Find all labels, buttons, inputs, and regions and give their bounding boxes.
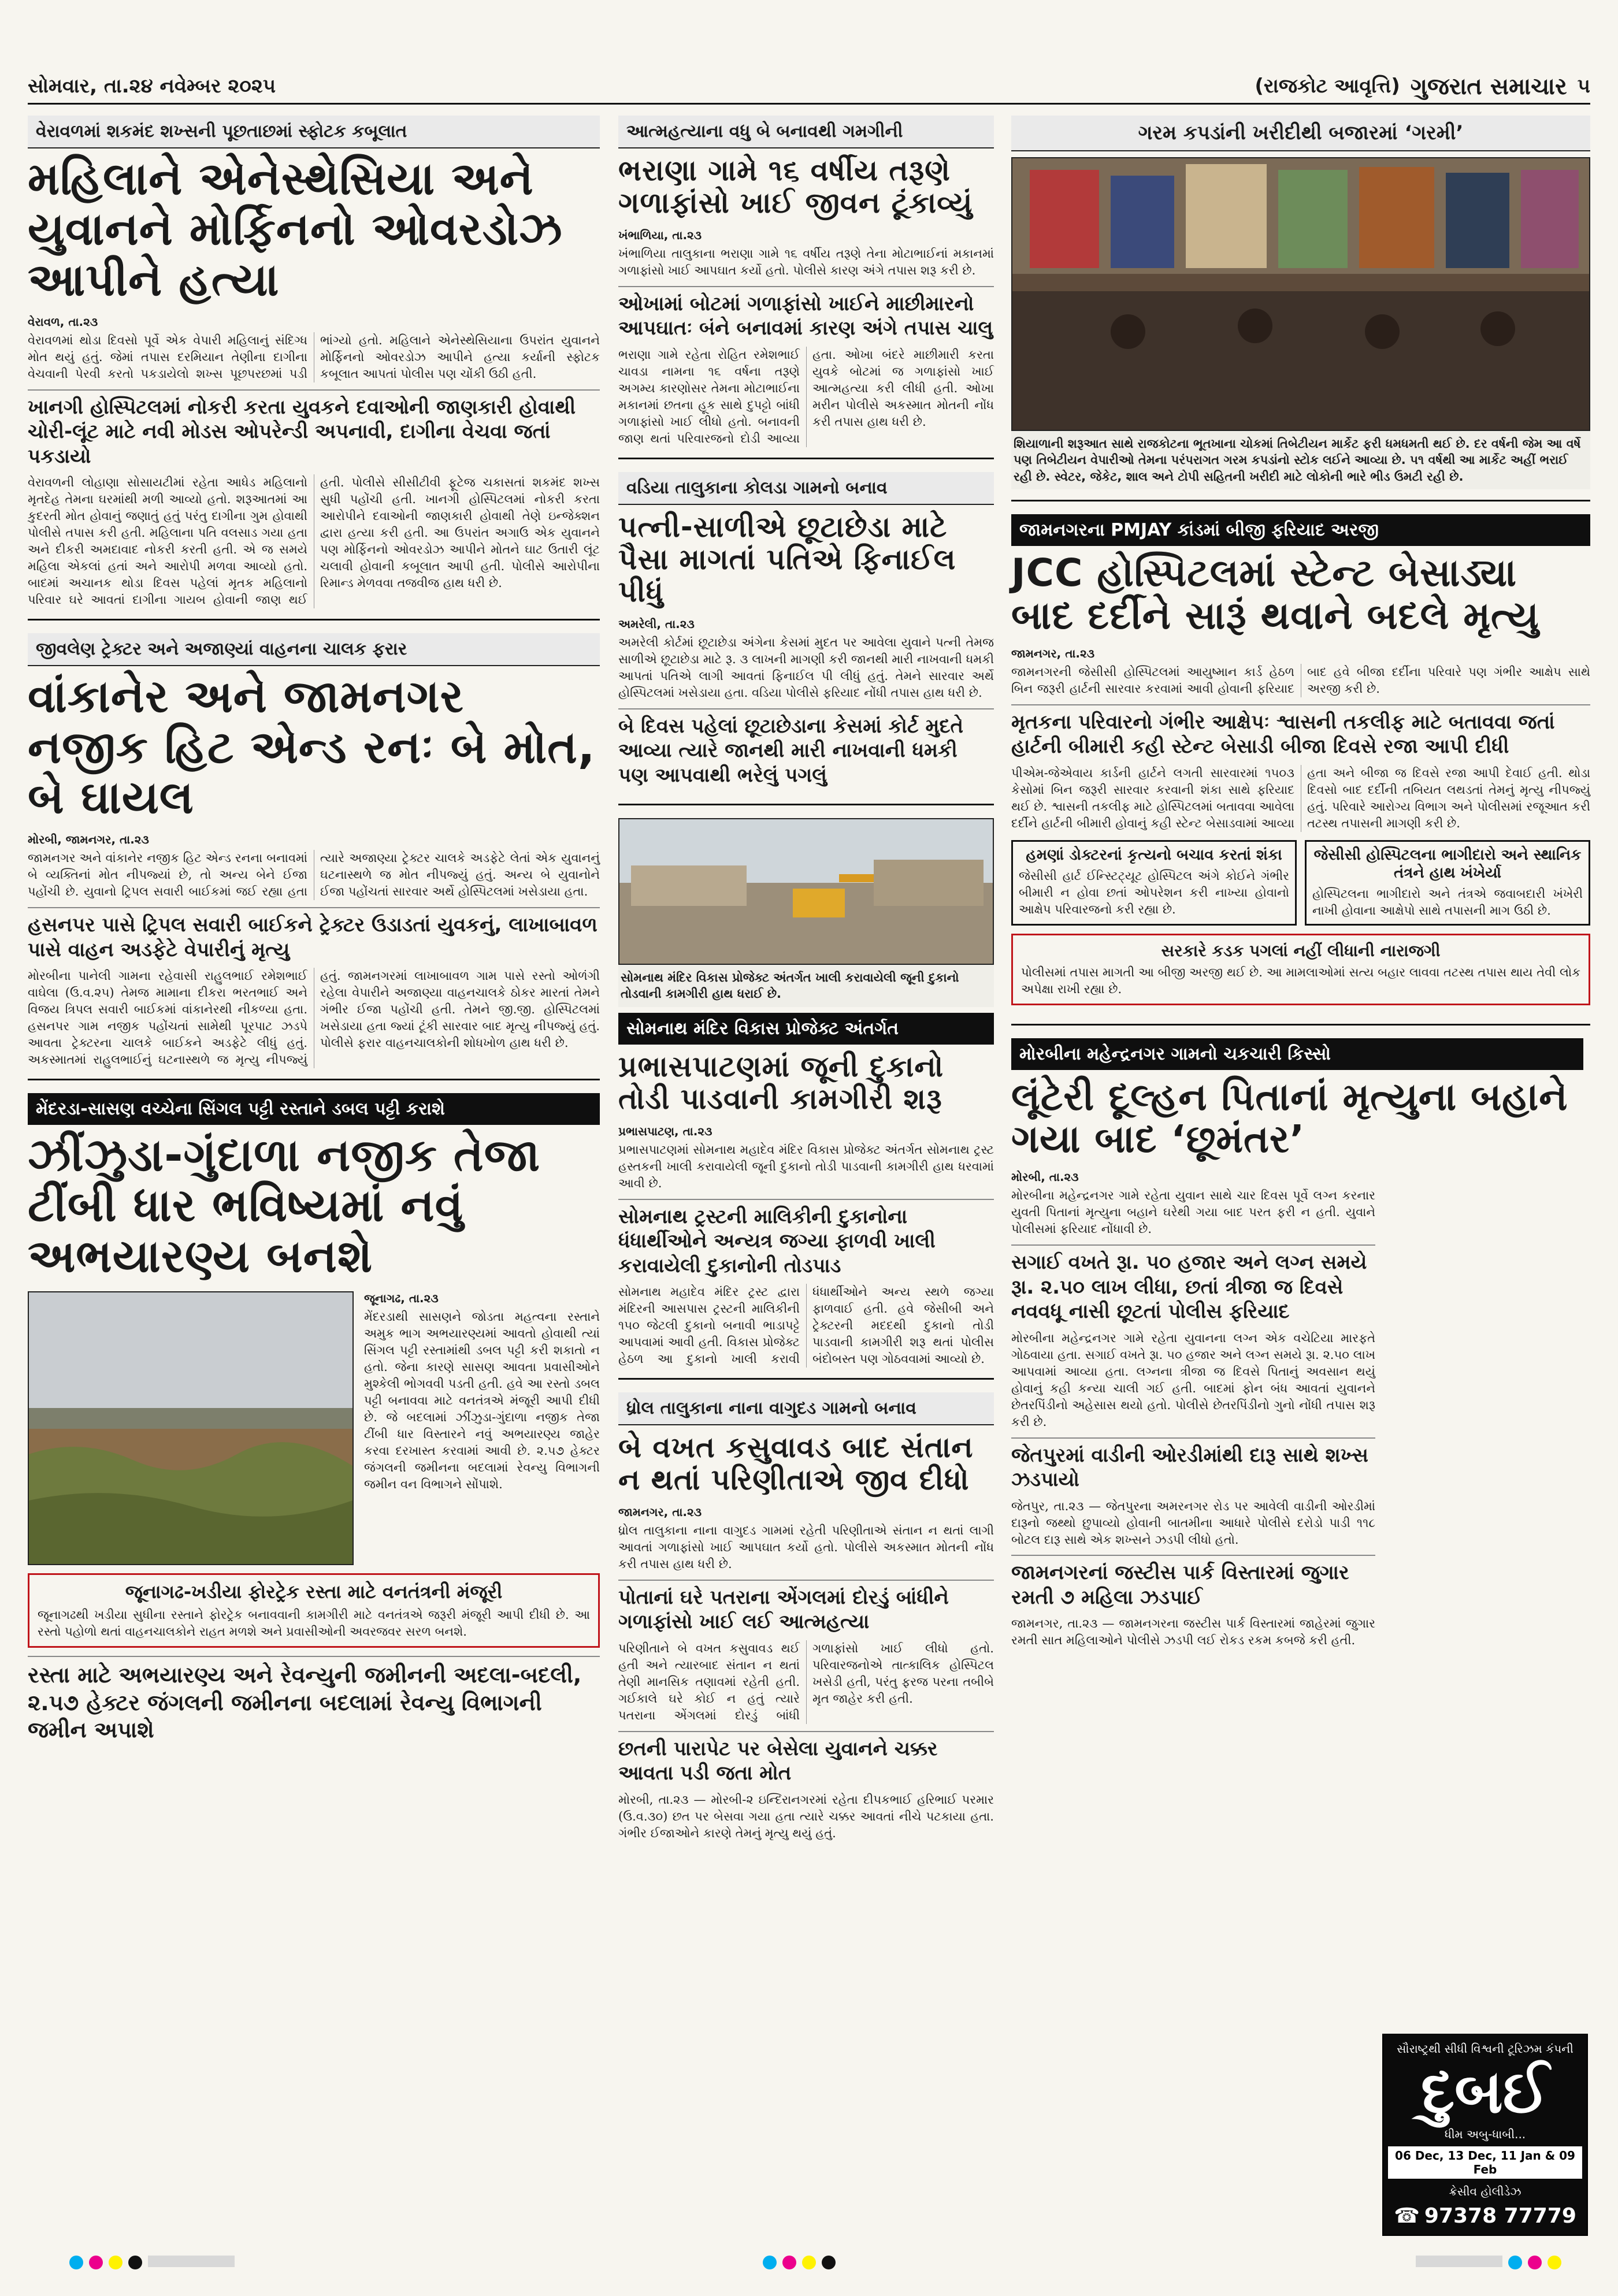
cyan-dot — [1508, 2256, 1522, 2269]
demolition-photo — [618, 818, 994, 965]
hit-and-run-story — [28, 633, 600, 1080]
jcc-hospital-story — [1011, 514, 1590, 1026]
registration-marks-left — [69, 2256, 235, 2269]
veraval-story — [28, 116, 600, 621]
story-kicker: વેરાવળમાં શકમંદ શખ્સની પૂછતાછમાં સ્ફોટક કબૂલાત — [28, 116, 600, 148]
story-body: વેરાવળમાં થોડા દિવસો પૂર્વે એક વેપારી મહિલાનું સંદિગ્ધ મોત થયું હતું. જેમાં તપાસ દરમિયાન તેણીના દાગીના વેચવાની પેરવી કરતો પકડાયેલો શખ્સ પૂછપરછમાં પડી ભાંગ્યો હતો. મહિલાને એનેસ્થેસિયાના ઉપરાંત યુવાનને મોર્ફિનનો ઓવરડોઝ આપીને હત્યા કર્યાની સ્ફોટક કબૂલાત આપતાં પોલીસ પણ ચોંકી ઉઠી હતી. — [28, 333, 600, 381]
story-body-continued: મોરબીના મહેન્દ્રનગર ગામે રહેતા યુવાનના લગ્ન એક વચેટિયા મારફતે ગોઠવાયા હતા. સગાઈ વખતે રૂા. ૫૦ હજાર અને લગ્ન સમયે રૂા. ૨.૫૦ લાખ આપવામાં આવ્યા હતા. લગ્નના ત્રીજા જ દિવસે પિતાનું અવસાન થયું હોવાનું કહી કન્યા ચાલી ગઈ હતી. બાદમાં ફોન બંધ આવતાં યુવાનને છેતરપિંડીનો અહેસાસ થયો હતો. પોલીસે છેતરપિંડીનો ગુનો નોંધી તપાસ શરૂ કરી છે. — [1011, 1331, 1375, 1429]
story-headline: પત્ની-સાળીએ છૂટાછેડા માટે પૈસા માગતાં પતિએ ફિનાઈલ પીધું — [618, 510, 956, 608]
story-body-continued: સોમનાથ મહાદેવ મંદિર ટ્રસ્ટ દ્વારા મંદિરની આસપાસ ટ્રસ્ટની માલિકીની ૧૫૦ જેટલી દુકાનો બનાવી ભાડાપટ્ટે આપવામાં આવી હતી. વિકાસ પ્રોજેક્ટ હેઠળ આ દુકાનો ખાલી કરાવી ધંધાર્થીઓને અન્ય સ્થળે જગ્યા ફાળવાઈ હતી. હવે જેસીબી અને ટ્રેક્ટરની મદદથી દુકાનો તોડી પાડવાની કામગીરી શરૂ થતાં પોલીસ બંદોબસ્ત પણ ગોઠવવામાં આવ્યો છે. — [618, 1285, 994, 1366]
story-dateline: ખંભાળિયા, તા.૨૩ — [618, 228, 702, 242]
ad-subline: ધીમ અબુ-ધાબી... — [1444, 2127, 1526, 2141]
story-headline: પ્રભાસપાટણમાં જૂની દુકાનો તોડી પાડવાની કામગીરી શરૂ — [618, 1049, 944, 1116]
story-body: જામનગરની જેસીસી હોસ્પિટલમાં આયુષ્માન કાર્ડ હેઠળ બિન જરૂરી હાર્ટની સારવાર કરવામાં આવી હોવાની ફરિયાદ બાદ હવે બીજા દર્દીના પરિવારે પણ ગંભીર આક્ષેપ સાથે અરજી કરી છે. — [1011, 664, 1590, 696]
magenta-dot — [89, 2256, 103, 2269]
middle-column — [618, 116, 994, 1865]
story-subhead: ખાનગી હોસ્પિટલમાં નોકરી કરતા યુવકને દવાઓની જાણકારી હોવાથી ચોરી-લૂંટ માટે નવી મોડસ ઓપરેન્ડી અપનાવી, દાગીના વેચવા જતાં પકડાયો — [28, 389, 600, 469]
story-kicker: આત્મહત્યાના વધુ બે બનાવથી ગમગીની — [618, 116, 994, 148]
brief-headline: જેતપુરમાં વાડીની ઓરડીમાંથી દારૂ સાથે શખ્સ ઝડપાયો — [1011, 1437, 1375, 1492]
story-dateline: અમરેલી, તા.૨૩ — [618, 616, 695, 631]
dubai-tour-ad — [1382, 2034, 1588, 2236]
somnath-story — [618, 818, 994, 1380]
story-body: મોરબીના મહેન્દ્રનગર ગામે રહેતા યુવાન સાથે ચાર દિવસ પૂર્વે લગ્ન કરનાર યુવતી પિતાનાં મૃત્યુના બહાને ઘરેથી ગયા બાદ પરત ફરી ન હતી. યુવાને પોલીસમાં ફરિયાદ નોંધાવી છે. — [1011, 1188, 1375, 1236]
ad-phone: 97378 77779 — [1424, 2204, 1576, 2228]
brief-body: જેતપુર, તા.૨૩ — જેતપુરના અમરનગર રોડ પર આવેલી વાડીની ઓરડીમાં દારૂનો જથ્થો છુપાવ્યો હોવાની બાતમીના આધારે પોલીસે દરોડો પાડી ૧૧૮ બોટલ દારૂ સાથે એક શખ્સને ઝડપી લીધો હતો. — [1011, 1499, 1375, 1547]
story-dateline: મોરબી, તા.૨૩ — [1011, 1170, 1079, 1184]
story-body-continued: મોરબીના પાનેલી ગામના રહેવાસી રાહુલભાઈ રમેશભાઈ વાઘેલા (ઉ.વ.૨૫) તેમજ મામાના દીકરા ભરતભાઈ અને વિજય ત્રિપલ સવારી બાઈકમાં વાંકાનેરથી નીકળ્યા હતા. હસનપર ગામ નજીક પહોંચતાં સામેથી પૂરપાટ ઝડપે આવતા ટ્રેક્ટરના ચાલકે બાઈકને અડફેટે લીધું હતું. અકસ્માતમાં રાહુલભાઈનું ઘટનાસ્થળે જ મૃત્યુ નીપજ્યું હતું. જામનગરમાં લાખાબાવળ ગામ પાસે રસ્તો ઓળંગી રહેલા વેપારીને અજાણ્યા વાહનચાલકે ઠોકર મારતાં તેમને ગંભીર ઈજા પહોંચી હતી. તેમને જી.જી. હોસ્પિટલમાં ખસેડાયા હતા જ્યાં ટૂંકી સારવાર બાદ મૃત્યુ નીપજ્યું હતું. પોલીસે ફરાર વાહનચાલકોની શોધખોળ હાથ ધરી છે. — [28, 969, 600, 1067]
demolition-photo-graphic — [619, 819, 993, 964]
brief-headline: જામનગરનાં જસ્ટીસ પાર્ક વિસ્તારમાં જુગાર રમતી ૭ મહિલા ઝડપાઈ — [1011, 1555, 1375, 1610]
story-subhead: બે દિવસ પહેલાં છૂટાછેડાના કેસમાં કોર્ટ મુદતે આવ્યા ત્યારે જાનથી મારી નાખવાની ધમકી પણ આપવાથી ભરેલું પગલું — [618, 708, 994, 788]
market-photo — [1011, 157, 1590, 431]
story-headline: બે વખત કસુવાવડ બાદ સંતાન ન થતાં પરિણીતાએ જીવ દીધો — [618, 1431, 974, 1497]
story-body: પ્રભાસપાટણમાં સોમનાથ મહાદેવ મંદિર વિકાસ પ્રોજેક્ટ અંતર્ગત સોમનાથ ટ્રસ્ટ હસ્તકની ખાલી કરાવાયેલી જૂની દુકાનો તોડી પાડવાની કામગીરી હાથ ધરવામાં આવી છે. — [618, 1142, 994, 1190]
brief-body: મોરબી, તા.૨૩ — મોરબી-૨ ઇન્દિરાનગરમાં રહેતા દીપકભાઈ હરિભાઈ પરમાર (ઉ.વ.૩૦) છત પર બેસવા ગયા હતા ત્યારે ચક્કર આવતાં નીચે પટકાયા હતા. ગંભીર ઈજાઓને કારણે તેમનું મૃત્યુ થયું હતું. — [618, 1792, 994, 1840]
page-number: ૫ — [1577, 75, 1590, 98]
black-dot — [822, 2256, 836, 2269]
registration-marks-right — [1416, 2256, 1561, 2269]
side-boxes — [1011, 840, 1590, 926]
cyan-dot — [69, 2256, 83, 2269]
story-headline: ભરાણા ગામે ૧૬ વર્ષીય તરૂણે ગળાફાંસો ખાઈ જીવન ટૂંકાવ્યું — [618, 154, 973, 220]
box-body: જેસીસી હાર્ટ ઈન્સ્ટિટ્યૂટ હોસ્પિટલ અંગે કોઈને ગંભીર બીમારી ન હોવા છતાં ઓપરેશન કરી નાખ્યા હોવાનો આક્ષેપ પરિવારજનો કરી રહ્યા છે. — [1019, 868, 1289, 916]
yellow-dot — [1548, 2256, 1561, 2269]
right-column — [1011, 116, 1590, 1672]
box-body: પોલીસમાં તપાસ માગતી આ બીજી અરજી થઈ છે. આ મામલાઓમાં સત્ય બહાર લાવવા તટસ્થ તપાસ થાય તેવી લોક અપેક્ષા રાખી રહ્યા છે. — [1021, 965, 1580, 996]
kolda-story — [618, 472, 994, 805]
story-subhead: મૃતકના પરિવારનો ગંભીર આક્ષેપઃ શ્વાસની તકલીફ માટે બતાવવા જતાં હાર્ટની બીમારી કહી સ્ટેન્ટ બેસાડી બીજા દિવસે રજા આપી દીધી — [1011, 704, 1590, 759]
vagudad-story — [618, 1392, 994, 1852]
story-body: મેંદરડાથી સાસણને જોડતા મહત્વના રસ્તાને અમુક ભાગ અભયારણ્યમાં આવતો હોવાથી ત્યાં સિંગલ પટ્ટી રસ્તામાંથી ડબલ પટ્ટી કરી શકાતો ન હતો. જેના કારણે સાસણ આવતા પ્રવાસીઓને મુશ્કેલી ભોગવવી પડતી હતી. હવે આ રસ્તો ડબલ પટ્ટી બનાવવા માટે વનતંત્રએ મંજૂરી આપી દીધી છે. જે બદલામાં ઝીંઝુડા-ગુંદાળા નજીક તેજા ટીંબી ધાર વિસ્તારને નવું અભયારણ્ય જાહેર કરવા દરખાસ્ત કરવામાં આવી છે. ૨.૫૭ હેક્ટર જંગલની જમીનના બદલામાં રેવન્યુ વિભાગની જમીન વન વિભાગને સોંપાશે. — [364, 1310, 600, 1491]
story-body: જામનગર અને વાંકાનેર નજીક હિટ એન્ડ રનના બનાવમાં બે વ્યક્તિનાં મોત નીપજ્યાં છે, તો અન્ય બેને ઈજા પહોંચી છે. યુવાનો ટ્રિપલ સવારી બાઈકમાં જઈ રહ્યા હતા ત્યારે અજાણ્યા ટ્રેક્ટર ચાલકે અડફેટે લેતાં એક યુવાનનું ઘટનાસ્થળે જ મોત નીપજ્યું હતું. અન્ય બે યુવાનોને ઈજા પહોંચતાં સારવાર અર્થે હોસ્પિટલમાં ખસેડાયા હતા. — [28, 851, 600, 899]
gray-bar — [148, 2256, 235, 2267]
ad-dates: 06 Dec, 13 Dec, 11 Jan & 09 Feb — [1388, 2146, 1582, 2179]
runaway-bride-story — [1011, 1038, 1568, 1660]
story-kicker: મેંદરડા-સાસણ વચ્ચેના સિંગલ પટ્ટી રસ્તાને ડબલ પટ્ટી કરાશે — [28, 1093, 600, 1125]
brief-headline: છતની પારાપેટ પર બેસેલા યુવાનને ચક્કર આવતા પડી જતા મોત — [618, 1731, 994, 1786]
cyan-dot — [763, 2256, 777, 2269]
story-body-continued: વેરાવળની લોહાણા સોસાયટીમાં રહેતા આધેડ મહિલાનો મૃતદેહ તેમના ઘરમાંથી મળી આવ્યો હતો. શરૂઆતમાં આ કુદરતી મોત હોવાનું જણાતું હતું પરંતુ દાગીના ગુમ હોવાથી પોલીસે તપાસ કરી હતી. મહિલાના પતિ વલસાડ ગયા હતા અને દીકરી અમદાવાદ નોકરી કરતી હતી. એ જ સમયે મહિલા એકલાં હતાં અને આરોપી મળવા આવ્યો હતો. બાદમાં અચાનક થોડા દિવસ પહેલાં મૃતક મહિલાનો પરિવાર ઘરે આવતાં દાગીના ગાયબ હોવાની જાણ થઈ હતી. પોલીસે સીસીટીવી ફૂટેજ ચકાસતાં શકમંદ શખ્સ સુધી પહોંચી હતી. ખાનગી હોસ્પિટલમાં નોકરી કરતા આરોપીને દવાઓની જાણકારી હોવાથી તેણે ઇન્જેક્શન દ્વારા હત્યા કરી હતી. આ ઉપરાંત અગાઉ એક યુવાનને પણ મોર્ફિનનો ઓવરડોઝ આપીને મોતને ઘાટ ઉતારી લૂંટ ચલાવી હોવાની કબૂલાત આપી હતી. પોલીસે આરોપીના રિમાન્ડ મેળવવા તજવીજ હાથ ધરી છે. — [28, 475, 600, 607]
photo-caption: સોમનાથ મંદિર વિકાસ પ્રોજેક્ટ અંતર્ગત ખાલી કરાવાયેલી જૂની દુકાનો તોડવાની કામગીરી હાથ ધરાઈ છે. — [618, 965, 994, 1007]
left-column — [28, 116, 600, 1773]
box-title: સરકારે કડક પગલાં નહીં લીધાની નારાજગી — [1161, 941, 1441, 960]
story-body: અમરેલી કોર્ટમાં છૂટાછેડા અંગેના કેસમાં મુદત પર આવેલા યુવાને પત્ની તેમજ સાળીએ છૂટાછેડા માટે રૂ. ૩ લાખની માગણી કરી જાનથી મારી નાખવાની ધમકી આપતાં પતિએ લાગી આવતાં ફિનાઈલ પી લીધું હતું. તેમને સારવાર અર્થે હોસ્પિટલમાં ખસેડાયા હતા. વડિયા પોલીસે ફરિયાદ નોંધી તપાસ હાથ ધરી છે. — [618, 635, 994, 700]
government-box — [1011, 934, 1590, 1005]
ad-brand: દુબઈ — [1421, 2056, 1549, 2127]
photo-caption: શિયાળાની શરૂઆત સાથે રાજકોટના ભૂતખાના ચોકમાં તિબેટીયન માર્કેટ ફરી ધમધમતી થઈ છે. દર વર્ષની જેમ આ વર્ષે પણ તિબેટીયન વેપારીઓ તેમના પરંપરાગત ગરમ કપડાંનો સ્ટોક લઈને આવ્યા છે. ૫૧ વર્ષથી આ માર્કેટ અહીં ભરાઈ રહી છે. સ્વેટર, જેકેટ, શાલ અને ટોપી સહિતની ખરીદી માટે લોકોની ભારે ભીડ ઉમટી રહી છે. — [1011, 431, 1590, 489]
magenta-dot — [782, 2256, 796, 2269]
yellow-dot — [109, 2256, 123, 2269]
doctor-box — [1011, 840, 1297, 926]
registration-marks-center — [763, 2256, 836, 2269]
story-subhead: સોમનાથ ટ્રસ્ટની માલિકીની દુકાનોના ધંધાર્થીઓને અન્યત્ર જગ્યા ફાળવી ખાલી કરાવાયેલી દુકાનોની તોડપાડ — [618, 1199, 994, 1279]
story-headline: વાંકાનેર અને જામનગર નજીક હિટ એન્ડ રનઃ બે મોત, બે ઘાયલ — [28, 671, 596, 824]
story-headline: ઝીંઝુડા-ગુંદાળા નજીક તેજા ટીંબી ધાર ભવિષ્યમાં નવું અભયારણ્ય બનશે — [28, 1130, 541, 1283]
story-dateline: મોરબી, જામનગર, તા.૨૩ — [28, 833, 149, 847]
partners-box — [1305, 840, 1590, 926]
yellow-dot — [802, 2256, 816, 2269]
story-headline: મહિલાને એનેસ્થેસિયા અને યુવાનને મોર્ફિનનો ઓવરડોઝ આપીને હત્યા — [28, 153, 563, 306]
ad-company: ક્રેસીવ હોલીડેઝ — [1449, 2184, 1521, 2199]
story-kicker: વડિયા તાલુકાના કોલડા ગામનો બનાવ — [618, 472, 994, 505]
magenta-dot — [1528, 2256, 1542, 2269]
story-subhead: હસનપર પાસે ટ્રિપલ સવારી બાઈકને ટ્રેક્ટર ઉડાડતાં યુવકનું, લાખાબાવળ પાસે વાહન અડફેટે વેપારીનું મૃત્યુ — [28, 907, 600, 962]
box-title: જૂનાગઢ-ખડીયા ફોરટ્રેક રસ્તા માટે વનતંત્રની મંજૂરી — [125, 1581, 503, 1603]
story-dateline: પ્રભાસપાટણ, તા.૨૩ — [618, 1124, 712, 1138]
box-body: હોસ્પિટલના ભાગીદારો અને તંત્રએ જવાબદારી ખંખેરી નાખી હોવાના આક્ષેપો સાથે તપાસની માગ ઉઠી છે. — [1312, 886, 1583, 917]
story-kicker: જામનગરના PMJAY કાંડમાં બીજી ફરિયાદ અરજી — [1011, 514, 1590, 546]
issue-date: સોમવાર, તા.૨૪ નવેમ્બર ૨૦૨૫ — [28, 75, 276, 98]
story-subhead: રસ્તા માટે અભયારણ્ય અને રેવન્યુની જમીનની અદલા-બદલી, ૨.૫૭ હેક્ટર જંગલની જમીનના બદલામાં રેવન્યુ વિભાગની જમીન અપાશે — [28, 1656, 600, 1744]
edition-label: (રાજકોટ આવૃત્તિ) — [1255, 75, 1400, 98]
brief-body: જામનગર, તા.૨૩ — જામનગરના જસ્ટીસ પાર્ક વિસ્તારમાં જાહેરમાં જુગાર રમતી સાત મહિલાઓને પોલીસે ઝડપી લઈ રોકડ રકમ કબજે કરી હતી. — [1011, 1617, 1375, 1648]
story-kicker: જીવલેણ ટ્રેક્ટર અને અજાણ્યાં વાહનના ચાલક ફરાર — [28, 633, 600, 666]
story-headline: JCC હોસ્પિટલમાં સ્ટેન્ટ બેસાડ્યા બાદ દર્દીને સારૂં થવાને બદલે મૃત્યુ — [1011, 551, 1539, 638]
story-body-continued: પીએમ-જેએવાય કાર્ડની હાર્ટને લગતી સારવારમાં ૧૫૦૩ કેસોમાં બિન જરૂરી સારવાર કરવાની શંકા સાથે ફરિયાદ થઈ છે. શ્વાસની તકલીફ માટે હોસ્પિટલમાં બતાવવા આવેલા દર્દીને હાર્ટની બીમારી હોવાનું કહી સ્ટેન્ટ બેસાડવામાં આવ્યા હતા અને બીજા જ દિવસે રજા આપી દેવાઈ હતી. થોડા દિવસો બાદ દર્દીની તબિયત લથડતાં તેમનું મૃત્યુ નીપજ્યું હતું. પરિવારે આરોગ્ય વિભાગ અને પોલીસમાં રજૂઆત કરી તટસ્થ તપાસની માગણી કરી છે. — [1011, 766, 1590, 830]
story-dateline: જૂનાગઢ, તા.૨૩ — [364, 1291, 439, 1306]
box-title: હમણાં ડોક્ટરનાં કૃત્યનો બચાવ કરતાં શંકા — [1026, 846, 1282, 864]
gray-bar — [1416, 2256, 1502, 2267]
forest-approval-box — [28, 1573, 600, 1648]
story-body-continued: ભરાણા ગામે રહેતા રોહિત રમેશભાઈ ચાવડા નામના ૧૬ વર્ષના તરૂણે અગમ્ય કારણોસર તેમના મોટાભાઈના મકાનમાં છતના હૂક સાથે દુપટ્ટો બાંધી ગળાફાંસો ખાઈ લીધો હતો. બનાવની જાણ થતાં પરિવારજનો દોડી આવ્યા હતા. ઓખા બંદરે માછીમારી કરતા યુવકે બોટમાં જ ગળાફાંસો ખાઈ આત્મહત્યા કરી લીધી હતી. ઓખા મરીન પોલીસે અકસ્માત મોતની નોંધ કરી તપાસ હાથ ધરી છે. — [618, 347, 994, 445]
market-photo-graphic — [1012, 158, 1589, 430]
story-body: ધ્રોલ તાલુકાના નાના વાગુદડ ગામમાં રહેતી પરિણીતાએ સંતાન ન થતાં લાગી આવતાં ગળાફાંસો ખાઈ આપઘાત કર્યો હતો. પોલીસે અકસ્માત મોતની નોંધ કરી તપાસ હાથ ધરી છે. — [618, 1524, 994, 1571]
story-dateline: જામનગર, તા.૨૩ — [1011, 646, 1095, 660]
story-body-continued: પરિણીતાને બે વખત કસુવાવડ થઈ હતી અને ત્યારબાદ સંતાન ન થતાં તેણી માનસિક તણાવમાં રહેતી હતી. ગઈકાલે ઘરે કોઈ ન હતું ત્યારે પતરાના એંગલમાં દોરડું બાંધી ગળાફાંસો ખાઈ લીધો હતો. પરિવારજનોએ તાત્કાલિક હોસ્પિટલ ખસેડી હતી, પરંતુ ફરજ પરના તબીબે મૃત જાહેર કરી હતી. — [618, 1641, 994, 1722]
box-body: જૂનાગઢથી ખડીયા સુધીના રસ્તાને ફોરટ્રેક બનાવવાની કામગીરી માટે વનતંત્રએ જરૂરી મંજૂરી આપી દીધી છે. આ રસ્તો પહોળો થતાં વાહનચાલકોને રાહત મળશે અને પ્રવાસીઓની અવરજવર સરળ બનશે. — [38, 1608, 590, 1639]
story-kicker: ધ્રોલ તાલુકાના નાના વાગુદડ ગામનો બનાવ — [618, 1392, 994, 1425]
story-kicker: ગરમ કપડાંની ખરીદીથી બજારમાં ‘ગરમી’ — [1011, 116, 1590, 151]
story-subhead: ઓખામાં બોટમાં ગળાફાંસો ખાઈને માછીમારનો આપઘાતઃ બંને બનાવમાં કારણ અંગે તપાસ ચાલુ — [618, 286, 994, 341]
story-subhead: સગાઈ વખતે રૂા. ૫૦ હજાર અને લગ્ન સમયે રૂા. ૨.૫૦ લાખ લીધા, છતાં ત્રીજા જ દિવસે નવવધૂ નાસી છૂટતાં પોલીસ ફરિયાદ — [1011, 1244, 1375, 1324]
newspaper-name: ગુજરાત સમાચાર — [1410, 72, 1567, 100]
story-kicker: સોમનાથ મંદિર વિકાસ પ્રોજેક્ટ અંતર્ગત — [618, 1013, 994, 1045]
sanctuary-story — [28, 1093, 600, 1760]
landscape-photo-graphic — [29, 1292, 352, 1564]
box-title: જેસીસી હોસ્પિટલના ભાગીદારો અને સ્થાનિક તંત્રને હાથ ખંખેર્યા — [1313, 846, 1582, 882]
bharana-story — [618, 116, 994, 459]
winter-market-story — [1011, 116, 1590, 501]
landscape-photo — [28, 1291, 354, 1565]
black-dot — [128, 2256, 142, 2269]
story-body: ખંભાળિયા તાલુકાના ભરાણા ગામે ૧૬ વર્ષીય તરૂણે તેના મોટાભાઈનાં મકાનમાં ગળાફાંસો ખાઈ આપઘાત કર્યો હતો. પોલીસે કારણ અંગે તપાસ શરૂ કરી છે. — [618, 247, 994, 277]
ad-tagline: સૌરાષ્ટ્રથી સીધી વિશ્વની ટૂરિઝમ કંપની — [1397, 2042, 1574, 2056]
phone-icon: ☎ — [1394, 2204, 1420, 2228]
page-header — [28, 69, 1590, 105]
story-dateline: જામનગર, તા.૨૩ — [618, 1505, 702, 1519]
story-kicker: મોરબીના મહેન્દ્રનગર ગામનો ચકચારી કિસ્સો — [1011, 1038, 1583, 1070]
story-subhead: પોતાનાં ઘરે પતરાના એંગલમાં દોરડું બાંધીને ગળાફાંસો ખાઈ લઈ આત્મહત્યા — [618, 1580, 994, 1634]
story-headline: લૂંટેરી દૂલ્હન પિતાનાં મૃત્યુના બહાને ગયા બાદ ‘છૂમંતર’ — [1011, 1074, 1568, 1162]
story-dateline: વેરાવળ, તા.૨૩ — [28, 315, 98, 329]
